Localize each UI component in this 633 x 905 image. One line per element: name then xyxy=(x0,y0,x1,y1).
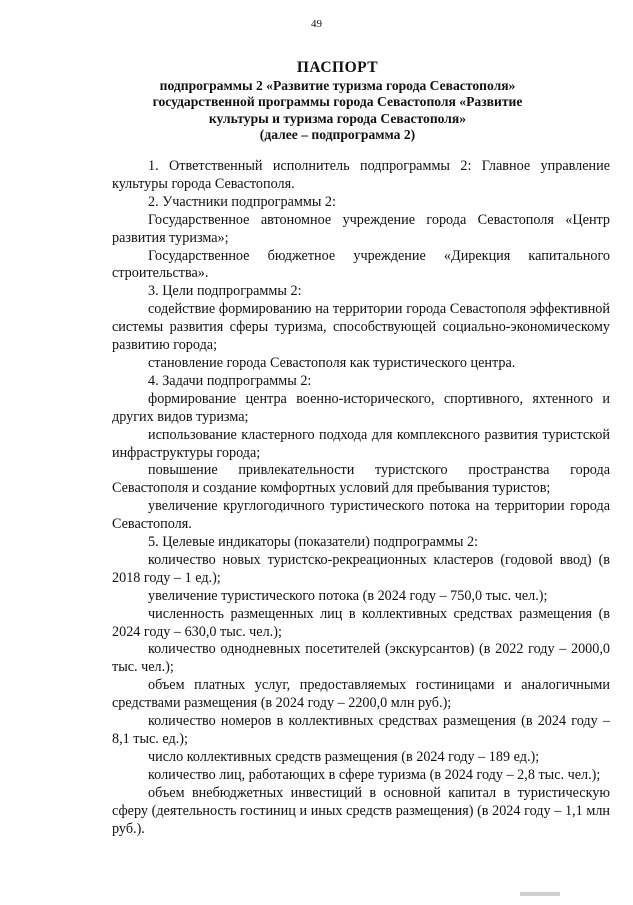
paragraph-participant-2: Государственное бюджетное учреждение «Дирекция капитального строительства». xyxy=(112,247,610,282)
paragraph-indicator-9: объем внебюджетных инвестиций в основной капитал в туристическую сферу (деятельность гостиниц и иных средств размещения) (в 2024 году – 1,1 млн руб.). xyxy=(112,784,610,837)
paragraph-goal-1: содействие формированию на территории города Севастополя эффективной системы развития сферы туризма, способствующей социально-экономическому развитию города; xyxy=(112,301,610,354)
paragraph-task-3: повышение привлекательности туристского пространства города Севастополя и создание комфортных условий для пребывания туристов; xyxy=(112,462,610,497)
title-line-4: (далее – подпрограмма 2) xyxy=(259,127,416,143)
page-number: 49 xyxy=(311,18,322,30)
paragraph-indicator-1: количество новых туристско-рекреационных кластеров (годовой ввод) (в 2018 году – 1 ед.); xyxy=(112,551,610,586)
paragraph-tasks-heading: 4. Задачи подпрограммы 2: xyxy=(148,372,312,389)
paragraph-indicators-heading: 5. Целевые индикаторы (показатели) подпрограммы 2: xyxy=(148,534,478,551)
title-heading: ПАСПОРТ xyxy=(296,59,379,76)
paragraph-task-4: увеличение круглогодичного туристического потока на территории города Севастополя. xyxy=(112,498,610,533)
paragraph-indicator-8: количество лиц, работающих в сфере туризма (в 2024 году – 2,8 тыс. чел.); xyxy=(148,766,601,783)
title-line-3: культуры и туризма города Севастополя» xyxy=(208,110,467,126)
title-line-1: подпрограммы 2 «Развитие туризма города Севастополя» xyxy=(159,78,516,93)
document-body xyxy=(112,158,610,838)
paragraph-responsible-executor: 1. Ответственный исполнитель подпрограммы 2: Главное управление культуры города Севастополя. xyxy=(112,158,610,192)
paragraph-indicator-3: численность размещенных лиц в коллективных средствах размещения (в 2024 году – 630,0 тыс. чел.); xyxy=(112,605,610,640)
paragraph-indicator-4: количество однодневных посетителей (экскурсантов) (в 2022 году – 2000,0 тыс. чел.); xyxy=(112,641,610,676)
scan-artifact xyxy=(520,892,560,896)
paragraph-indicator-5: объем платных услуг, предоставляемых гостиницами и аналогичными средствами размещения (в 2024 году – 2200,0 млн руб.); xyxy=(112,677,610,712)
paragraph-participants-heading: 2. Участники подпрограммы 2: xyxy=(148,193,336,210)
paragraph-indicator-2: увеличение туристического потока (в 2024 году – 750,0 тыс. чел.); xyxy=(148,587,548,604)
paragraph-task-1: формирование центра военно-исторического, спортивного, яхтенного и других видов туризма; xyxy=(112,390,610,425)
paragraph-task-2: использование кластерного подхода для комплексного развития туристской инфраструктуры города; xyxy=(112,426,610,461)
paragraph-participant-1: Государственное автономное учреждение города Севастополя «Центр развития туризма»; xyxy=(112,211,610,246)
paragraph-indicator-7: число коллективных средств размещения (в 2024 году – 189 ед.); xyxy=(148,748,540,765)
paragraph-indicator-6: количество номеров в коллективных средствах размещения (в 2024 году – 8,1 тыс. ед.); xyxy=(112,713,610,747)
paragraph-goals-heading: 3. Цели подпрограммы 2: xyxy=(148,283,302,300)
paragraph-goal-2: становление города Севастополя как туристического центра. xyxy=(148,354,516,371)
passport-title xyxy=(150,58,525,144)
title-line-2: государственной программы города Севастополя «Развитие xyxy=(152,94,523,110)
